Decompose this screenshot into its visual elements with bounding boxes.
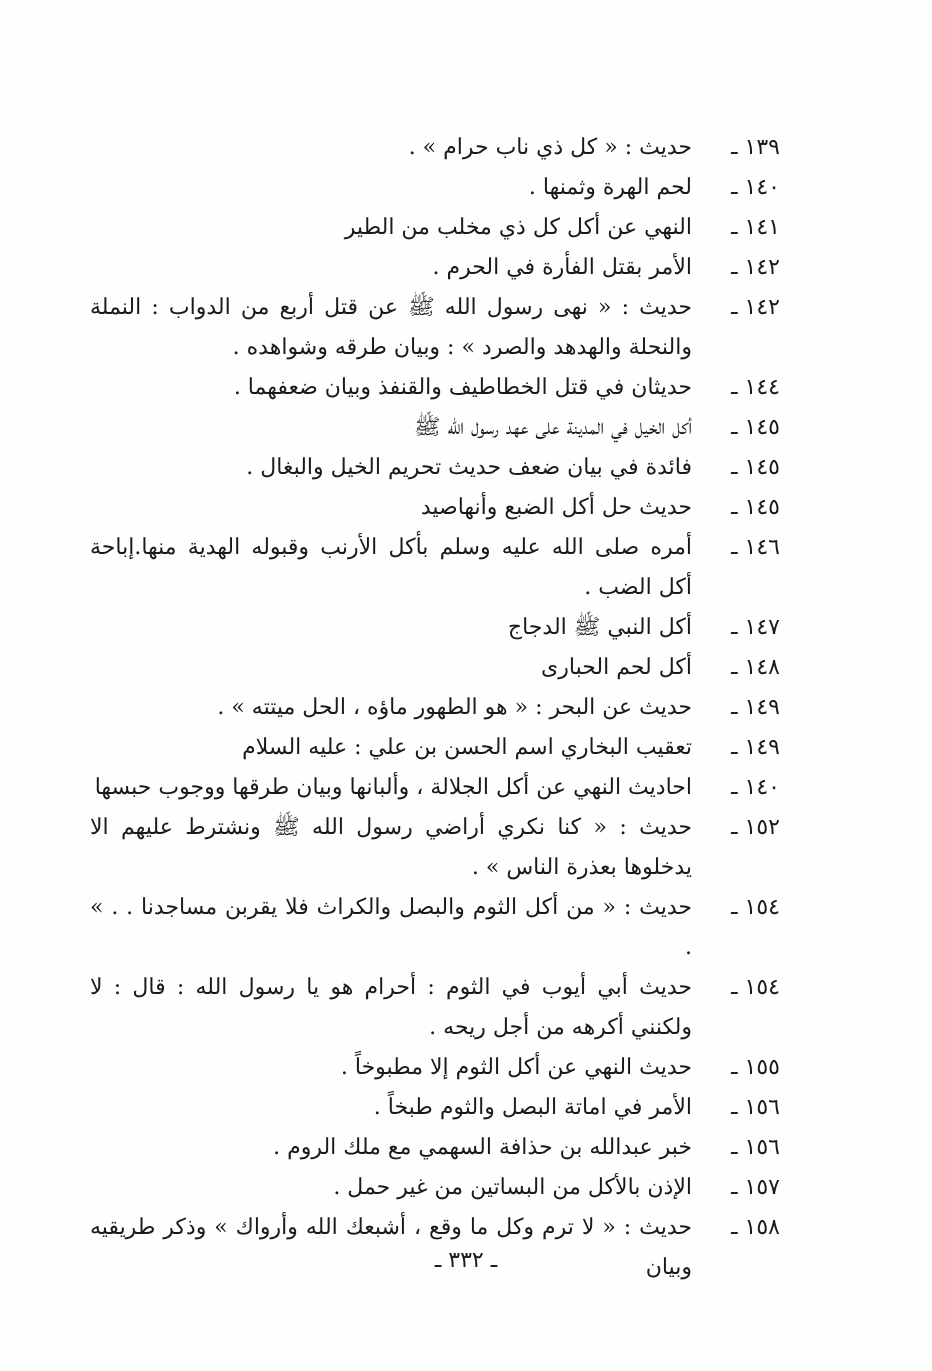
index-entry <box>90 368 780 408</box>
entry-number: ١٤٠ ـ <box>731 775 780 800</box>
entry-number: ١٤٨ ـ <box>731 655 780 680</box>
index-entry <box>90 1128 780 1168</box>
index-entry <box>90 728 780 768</box>
index-entry <box>90 408 780 448</box>
entry-text: أكل لحم الحبارى <box>541 655 692 680</box>
entry-text: النهي عن أكل كل ذي مخلب من الطير <box>344 215 692 240</box>
entry-number: ١٤٥ ـ <box>731 495 780 520</box>
index-entry <box>90 808 780 888</box>
entry-number: ١٤٢ ـ <box>731 295 780 320</box>
entry-number: ١٤١ ـ <box>731 215 780 240</box>
index-entry <box>90 528 780 608</box>
index-entry <box>90 768 780 808</box>
entry-text: حديث النهي عن أكل الثوم إلا مطبوخاً . <box>340 1055 692 1080</box>
index-entry <box>90 488 780 528</box>
entry-text: خبر عبدالله بن حذافة السهمي مع ملك الروم . <box>273 1135 692 1160</box>
entry-text: حديث : « لا ترم وكل ما وقع ، أشبعك الله وأرواك » وذكر طريقيه وبيان <box>90 1215 692 1280</box>
entry-number: ١٥٨ ـ <box>731 1215 780 1240</box>
entry-text: حديث : « كنا نكري أراضي رسول الله ﷺ ونشترط عليهم الا يدخلوها بعذرة الناس » . <box>90 815 692 880</box>
index-entry <box>90 688 780 728</box>
entry-text: أمره صلى الله عليه وسلم بأكل الأرنب وقبوله الهدية منها.إباحة أكل الضب . <box>90 535 692 600</box>
index-entry <box>90 288 780 368</box>
entry-number: ١٣٩ ـ <box>731 135 780 160</box>
entry-number: ١٥٢ ـ <box>731 815 780 840</box>
entry-number: ١٤٩ ـ <box>731 695 780 720</box>
index-entry <box>90 888 780 968</box>
index-entry <box>90 1088 780 1128</box>
entry-number: ١٤٢ ـ <box>731 255 780 280</box>
index-entry <box>90 248 780 288</box>
entry-text: حديث : « من أكل الثوم والبصل والكراث فلا يقربن مساجدنا . . » . <box>90 895 692 960</box>
entry-text: الأمر بقتل الفأرة في الحرم . <box>432 255 692 280</box>
entry-number: ١٥٤ ـ <box>731 895 780 920</box>
entry-text: أكل الخيل في المدينة على عهد رسول الله ﷺ <box>413 415 692 440</box>
entry-number: ١٤٦ ـ <box>731 535 780 560</box>
index-entry <box>90 608 780 648</box>
page-number: ـ ٣٣٢ ـ <box>434 1248 498 1273</box>
entry-number: ١٤٤ ـ <box>731 375 780 400</box>
entry-number: ١٤٠ ـ <box>731 175 780 200</box>
index-list <box>90 128 780 1288</box>
entry-text: تعقيب البخاري اسم الحسن بن علي : عليه السلام <box>242 735 692 760</box>
entry-number: ١٥٧ ـ <box>731 1175 780 1200</box>
entry-number: ١٥٤ ـ <box>731 975 780 1000</box>
index-entry <box>90 1048 780 1088</box>
entry-text: حديث : « نهى رسول الله ﷺ عن قتل أربع من الدواب : النملة والنحلة والهدهد والصرد » : وبيان طرقه وشواهده . <box>90 295 692 360</box>
entry-number: ١٤٥ ـ <box>731 455 780 480</box>
entry-number: ١٥٦ ـ <box>731 1135 780 1160</box>
entry-number: ١٤٧ ـ <box>731 615 780 640</box>
index-entry <box>90 128 780 168</box>
index-entry <box>90 648 780 688</box>
entry-text: حديثان في قتل الخطاطيف والقنفذ وبيان ضعفهما . <box>233 375 692 400</box>
index-entry <box>90 448 780 488</box>
index-entry <box>90 208 780 248</box>
index-entry <box>90 968 780 1048</box>
entry-number: ١٥٥ ـ <box>731 1055 780 1080</box>
entry-text: الأمر في اماتة البصل والثوم طبخاً . <box>373 1095 692 1120</box>
index-entry <box>90 168 780 208</box>
index-entry <box>90 1168 780 1208</box>
entry-text: فائدة في بيان ضعف حديث تحريم الخيل والبغال . <box>246 455 692 480</box>
entry-number: ١٤٩ ـ <box>731 735 780 760</box>
entry-text: حديث عن البحر : « هو الطهور ماؤه ، الحل ميتته » . <box>217 695 692 720</box>
entry-text: أكل النبي ﷺ الدجاج <box>507 615 692 640</box>
entry-text: حديث حل أكل الضبع وأنهاصيد <box>420 495 692 520</box>
entry-text: الإذن بالأكل من البساتين من غير حمل . <box>333 1175 692 1200</box>
entry-text: احاديث النهي عن أكل الجلالة ، وألبانها وبيان طرقها ووجوب حبسها <box>94 775 692 800</box>
entry-number: ١٤٥ ـ <box>731 415 780 440</box>
entry-text: حديث : « كل ذي ناب حرام » . <box>408 135 692 160</box>
entry-text: لحم الهرة وثمنها . <box>528 175 692 200</box>
entry-number: ١٥٦ ـ <box>731 1095 780 1120</box>
entry-text: حديث أبي أيوب في الثوم : أحرام هو يا رسول الله : قال : لا ولكنني أكرهه من أجل ريحه . <box>90 975 692 1040</box>
